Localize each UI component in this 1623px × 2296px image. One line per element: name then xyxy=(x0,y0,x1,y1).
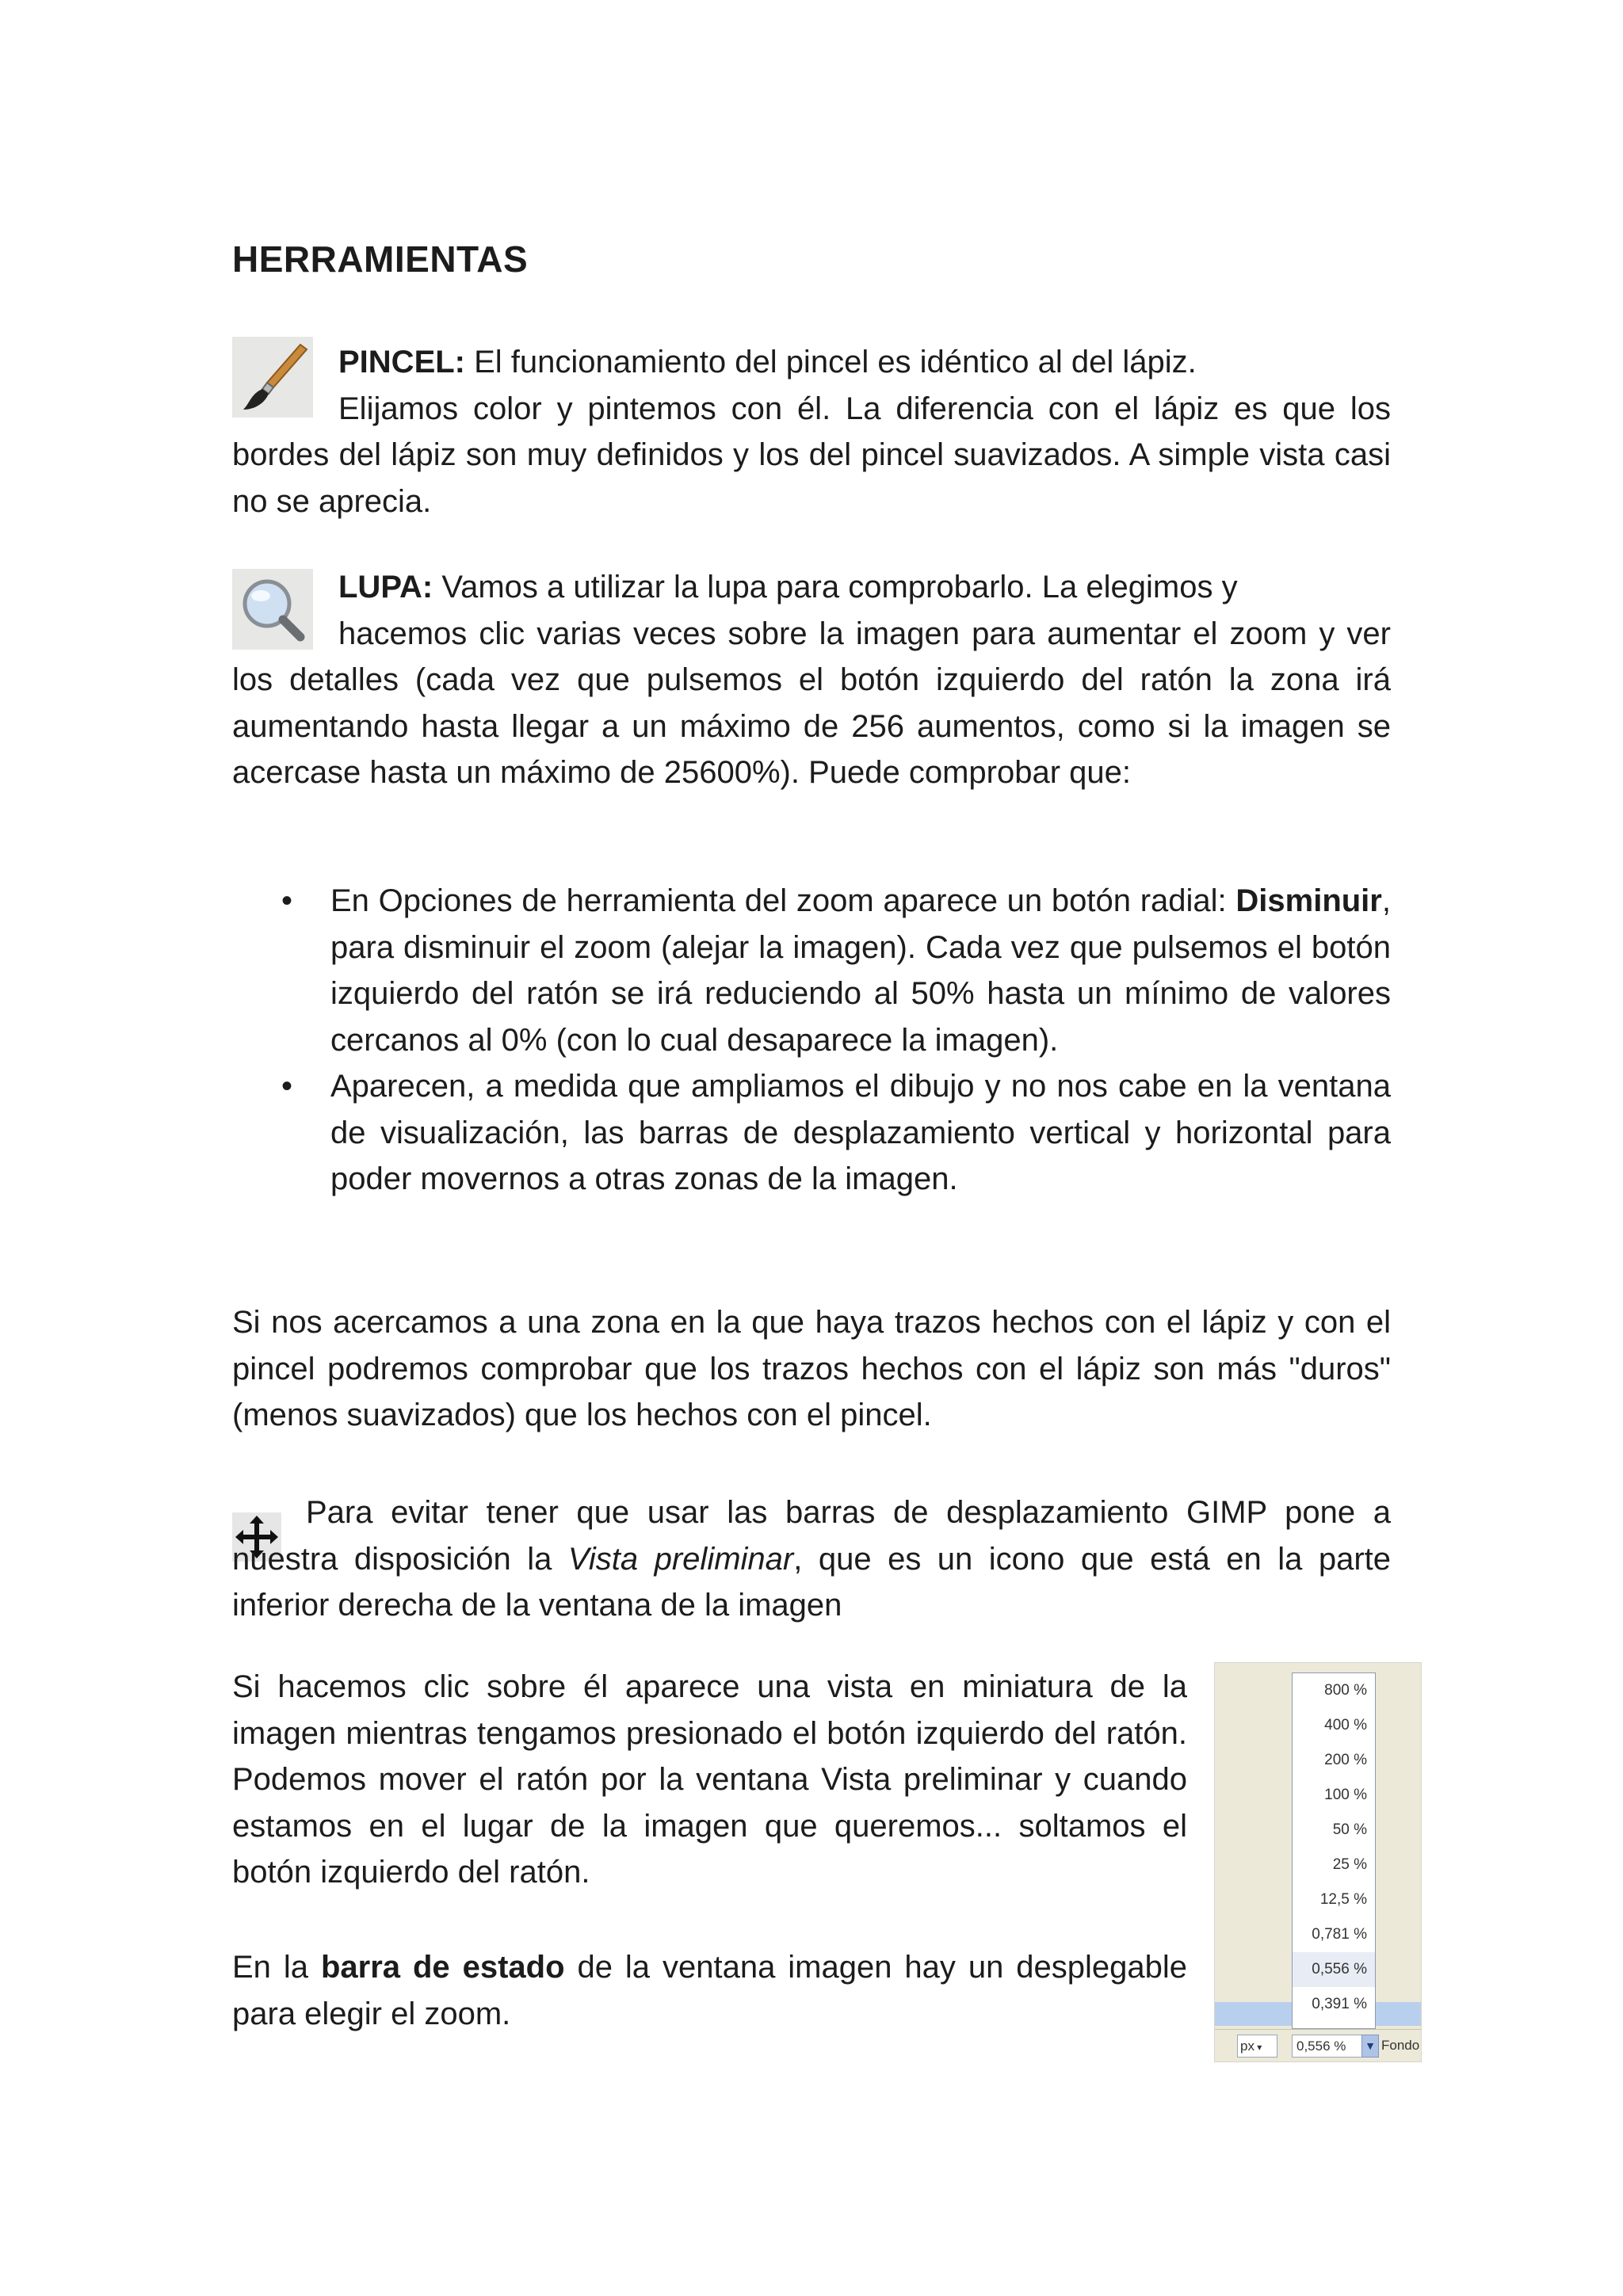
zoom-option[interactable]: 800 % xyxy=(1324,1682,1367,1699)
bullet-icon: • xyxy=(281,1069,293,1104)
barra-bold: barra de estado xyxy=(320,1950,565,1985)
bullet-list xyxy=(232,878,1391,1203)
paragraph-lupa xyxy=(232,564,1391,796)
zoom-option[interactable]: 50 % xyxy=(1332,1821,1367,1838)
barra-text-end: de la ventana imagen hay un desplegable para elegir el zoom. xyxy=(232,1950,1188,2031)
list-item xyxy=(232,878,1391,1063)
zoom-option[interactable]: 12,5 % xyxy=(1319,1891,1367,1908)
bullet-icon: • xyxy=(281,883,293,918)
lupa-line1: Vamos a utilizar la lupa para comprobarlo. La elegimos y xyxy=(433,570,1238,605)
zoom-option[interactable]: 200 % xyxy=(1324,1752,1367,1768)
page-title: HERRAMIENTAS xyxy=(232,238,529,280)
zoom-option[interactable]: 100 % xyxy=(1324,1787,1367,1803)
unit-value: px xyxy=(1240,2039,1254,2054)
vista-text-end: , que es un icono que está en la parte inferior derecha de la ventana de la imagen xyxy=(232,1541,1392,1623)
bullet-text-end: , para disminuir el zoom (alejar la imagen). Cada vez que pulsemos el botón izquierdo del ratón se irá reduciendo al 50% hasta un mínimo de valores cercanos al 0% (con lo cual desaparece la imagen). xyxy=(330,883,1391,1058)
zoom-list xyxy=(1292,1672,1376,2029)
zoom-option[interactable]: 25 % xyxy=(1332,1856,1367,1873)
bullet-text: Aparecen, a medida que ampliamos el dibujo y no nos cabe en la ventana de visualización, las barras de desplazamiento vertical y horizontal para poder movernos a otras zonas de la imagen. xyxy=(330,1069,1391,1196)
paragraph-vista xyxy=(232,1489,1391,1629)
paragraph-clic: Si hacemos clic sobre él aparece una vista en miniatura de la imagen mientras tengamos presionado el botón izquierdo del ratón. Podemos mover el ratón por la ventana Vista preliminar y cuando estamos en el lugar de la imagen que queremos... soltamos el botón izquierdo del ratón. xyxy=(232,1669,1187,1890)
zoom-option[interactable]: 400 % xyxy=(1324,1717,1367,1733)
pincel-line1: El funcionamiento del pincel es idéntico al del lápiz. xyxy=(465,345,1197,379)
zoom-option-selected[interactable]: 0,556 % xyxy=(1293,1952,1375,1987)
lupa-rest: hacemos clic varias veces sobre la imagen para aumentar el zoom y ver los detalles (cada vez que pulsemos el botón izquierdo del ratón la zona irá aumentando hasta llegar a un máximo de 256 aumentos, como si la imagen se acercase hasta un máximo de 25600%). Puede comprobar que: xyxy=(232,616,1391,790)
pincel-rest: Elijamos color y pintemos con él. La diferencia con el lápiz es que los bordes del lápiz son muy definidos y los del pincel suavizados. A simple vista casi no se aprecia. xyxy=(232,391,1391,519)
unit-select[interactable] xyxy=(1237,2035,1277,2058)
zoom-value-field[interactable]: 0,556 % xyxy=(1292,2035,1365,2058)
status-bar xyxy=(1215,2029,1421,2062)
zoom-option[interactable]: 0,391 % xyxy=(1312,1996,1367,2012)
zoom-option[interactable]: 0,781 % xyxy=(1312,1926,1367,1943)
pincel-label: PINCEL: xyxy=(338,345,465,379)
status-label: Fondo xyxy=(1381,2038,1420,2053)
bullet-bold: Disminuir xyxy=(1235,883,1382,918)
lupa-label: LUPA: xyxy=(338,570,433,605)
vista-italic: Vista preliminar xyxy=(567,1541,794,1577)
paragraph-barra xyxy=(232,1944,1187,2037)
vista-text: Para evitar tener que usar las barras de desplazamiento GIMP pone a nuestra disposición la xyxy=(232,1495,1391,1577)
zoom-dropdown-screenshot xyxy=(1214,1662,1422,2062)
chevron-down-icon: ▾ xyxy=(1254,2042,1262,2053)
paragraph-pincel xyxy=(232,339,1391,524)
bullet-text: En Opciones de herramienta del zoom aparece un botón radial: xyxy=(330,883,1236,918)
list-item xyxy=(232,1063,1391,1203)
barra-text: En la xyxy=(232,1950,321,1985)
paragraph-acercamos: Si nos acercamos a una zona en la que haya trazos hechos con el lápiz y con el pincel podremos comprobar que los trazos hechos con el lápiz son más "duros" (menos suavizados) que los hechos con el pincel. xyxy=(232,1305,1391,1432)
chevron-down-icon[interactable]: ▼ xyxy=(1361,2035,1379,2058)
